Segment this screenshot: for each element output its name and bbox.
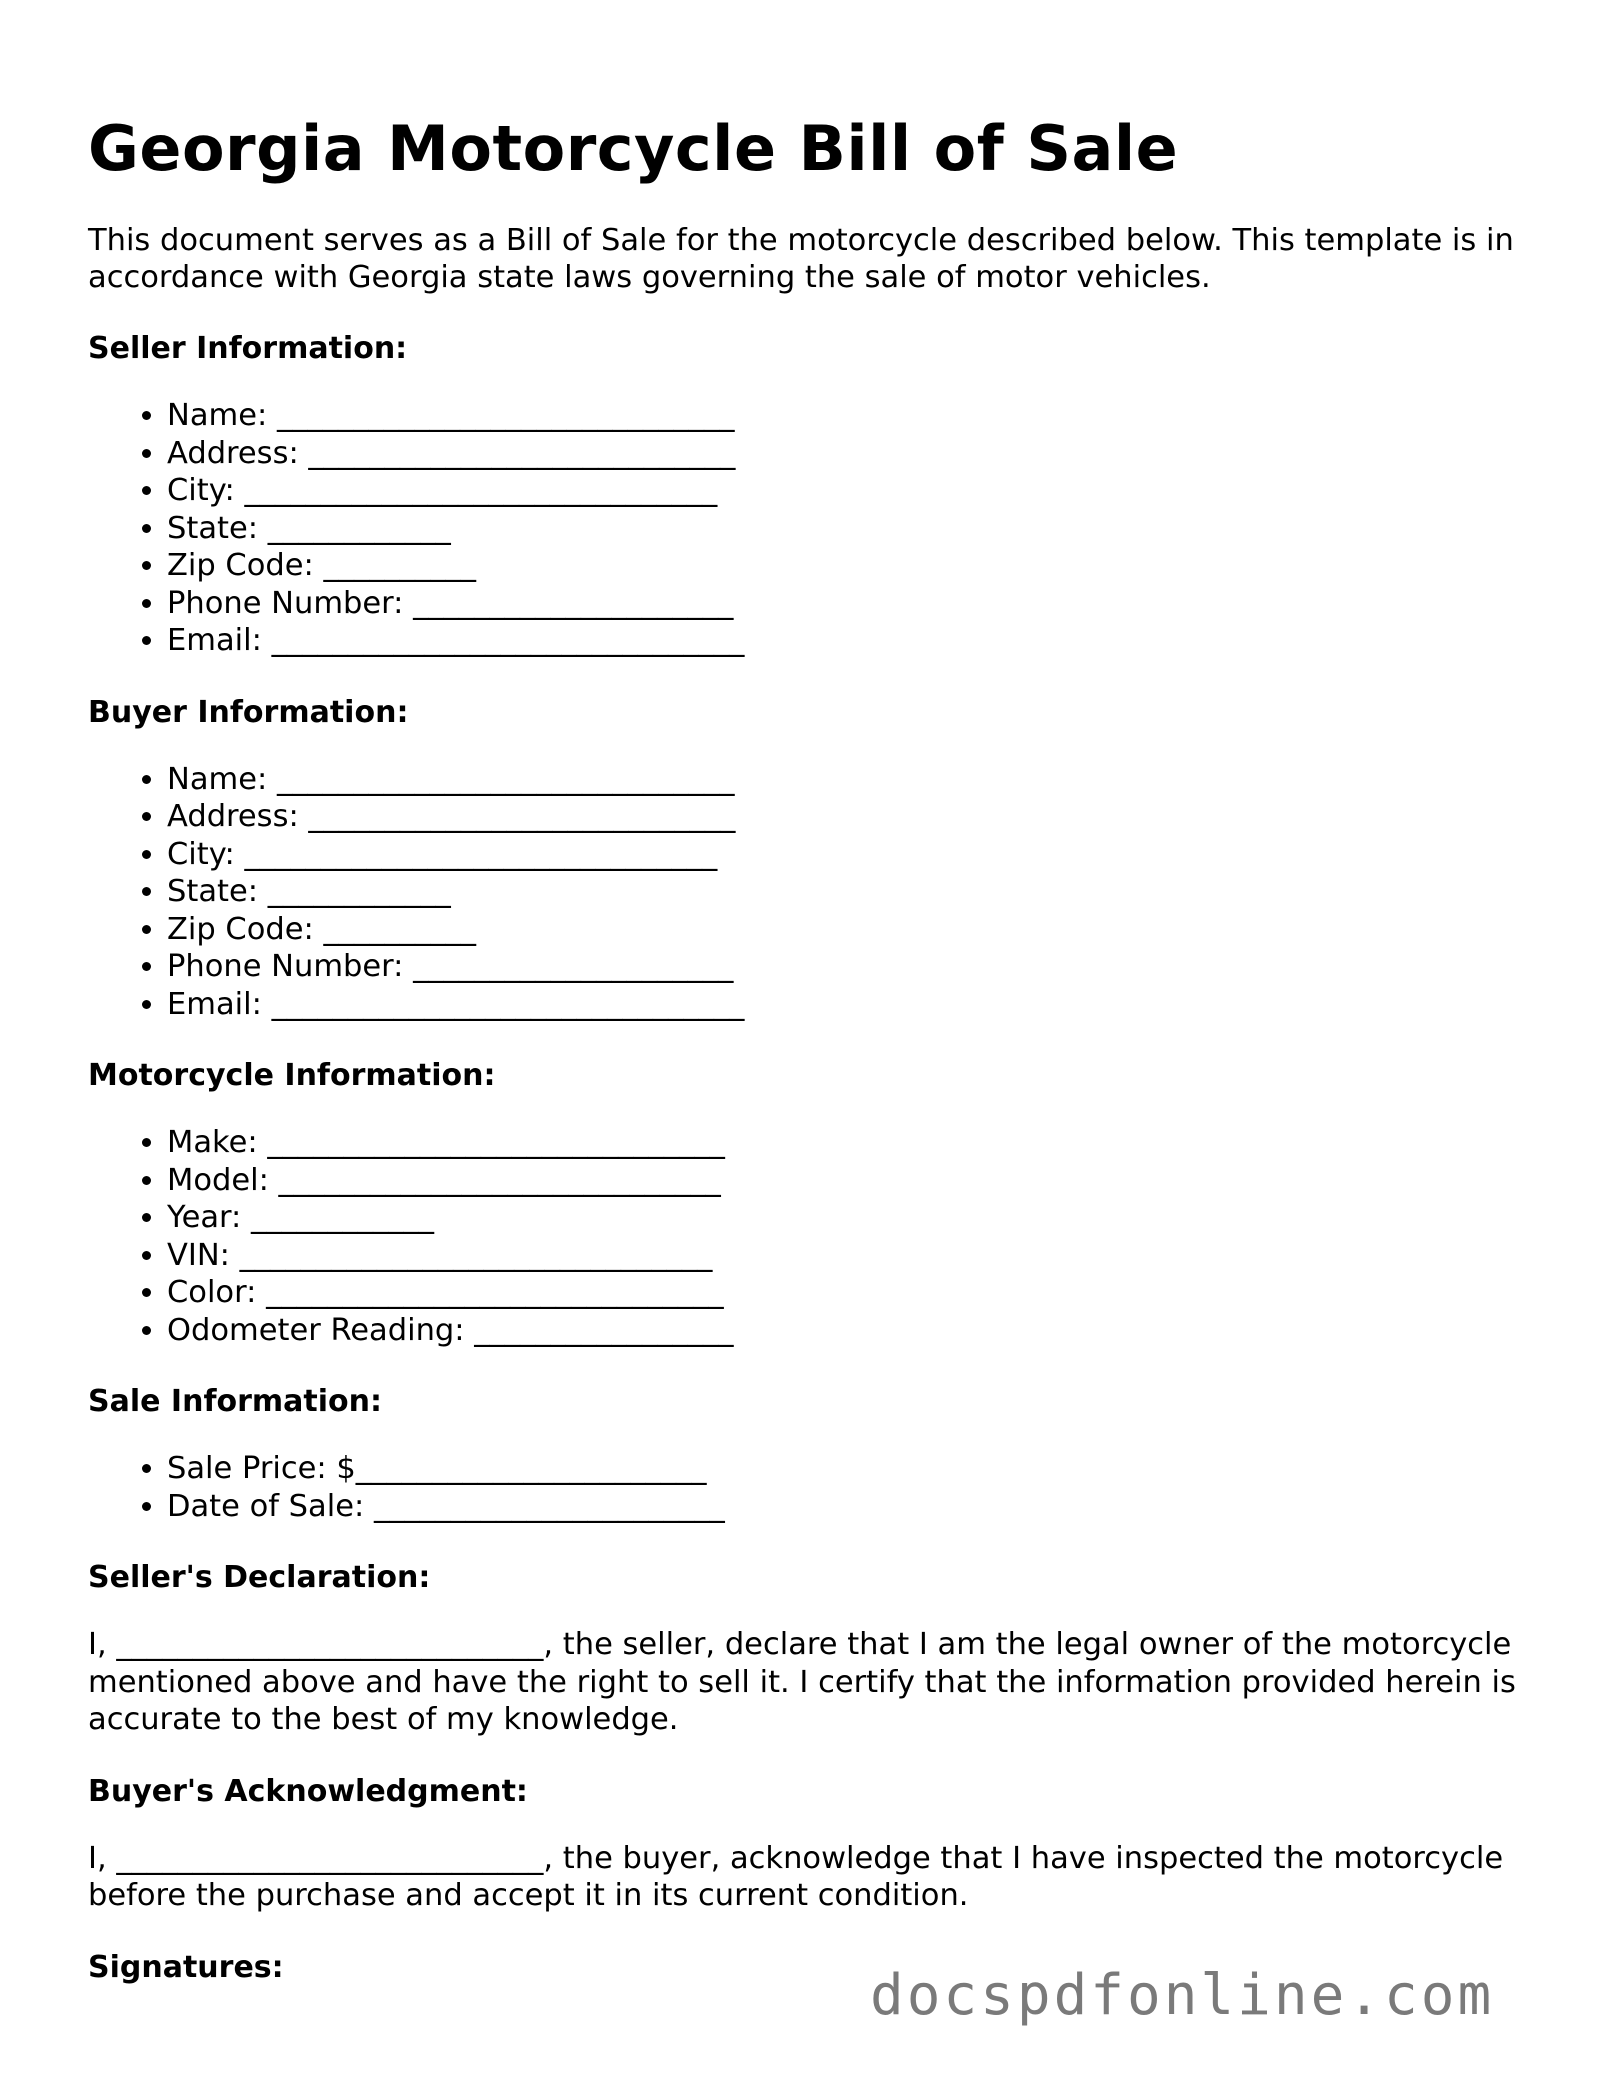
sale-price-field: • Sale Price: $_______________________	[167, 1450, 1538, 1488]
seller-state-field: • State: ____________	[167, 510, 1538, 548]
buyer-phone-field: • Phone Number: _____________________	[167, 948, 1538, 986]
buyer-address-field: • Address: ____________________________	[167, 798, 1538, 836]
seller-declaration-text: I, ____________________________, the seller, declare that I am the legal owner of the motorcycle mentioned above and have the right to sell it. I certify that the information provided herein is accurate to the best of my knowledge.	[88, 1627, 1516, 1738]
seller-zip-field: • Zip Code: __________	[167, 547, 1538, 585]
document-page	[88, 112, 1538, 1986]
buyer-city-field: • City: _______________________________	[167, 836, 1538, 874]
seller-phone-field: • Phone Number: _____________________	[167, 585, 1538, 623]
buyer-acknowledgment-heading: Buyer's Acknowledgment:	[88, 1773, 528, 1809]
buyer-name-field: • Name: ______________________________	[167, 761, 1538, 799]
sale-info-heading: Sale Information:	[88, 1384, 382, 1420]
seller-info-list	[88, 397, 1538, 660]
buyer-acknowledgment-text: I, ____________________________, the buyer, acknowledge that I have inspected the motorcycle before the purchase and accept it in its current condition.	[88, 1840, 1504, 1914]
motorcycle-model-field: • Model: _____________________________	[167, 1162, 1538, 1200]
motorcycle-year-field: • Year: ____________	[167, 1199, 1538, 1237]
buyer-info-heading: Buyer Information:	[88, 694, 409, 730]
seller-declaration-heading: Seller's Declaration:	[88, 1560, 431, 1596]
motorcycle-odometer-field: • Odometer Reading: _________________	[167, 1312, 1538, 1350]
sale-date-field: • Date of Sale: _______________________	[167, 1488, 1538, 1526]
buyer-info-list	[88, 761, 1538, 1024]
seller-info-heading: Seller Information:	[88, 331, 408, 367]
document-title: Georgia Motorcycle Bill of Sale	[88, 112, 1179, 185]
motorcycle-make-field: • Make: ______________________________	[167, 1124, 1538, 1162]
motorcycle-color-field: • Color: ______________________________	[167, 1274, 1538, 1312]
motorcycle-info-heading: Motorcycle Information:	[88, 1058, 496, 1094]
sale-info-list	[88, 1450, 1538, 1525]
signatures-heading: Signatures:	[88, 1949, 284, 1985]
motorcycle-info-list	[88, 1124, 1538, 1349]
seller-email-field: • Email: _______________________________	[167, 622, 1538, 660]
buyer-email-field: • Email: _______________________________	[167, 986, 1538, 1024]
buyer-state-field: • State: ____________	[167, 873, 1538, 911]
seller-city-field: • City: _______________________________	[167, 472, 1538, 510]
intro-paragraph: This document serves as a Bill of Sale for the motorcycle described below. This template is in accordance with Georgia state laws governing the sale of motor vehicles.	[88, 223, 1514, 296]
seller-address-field: • Address: ____________________________	[167, 435, 1538, 473]
watermark-text: docspdfonline.com	[870, 1963, 1495, 2028]
motorcycle-vin-field: • VIN: _______________________________	[167, 1237, 1538, 1275]
seller-name-field: • Name: ______________________________	[167, 397, 1538, 435]
buyer-zip-field: • Zip Code: __________	[167, 911, 1538, 949]
